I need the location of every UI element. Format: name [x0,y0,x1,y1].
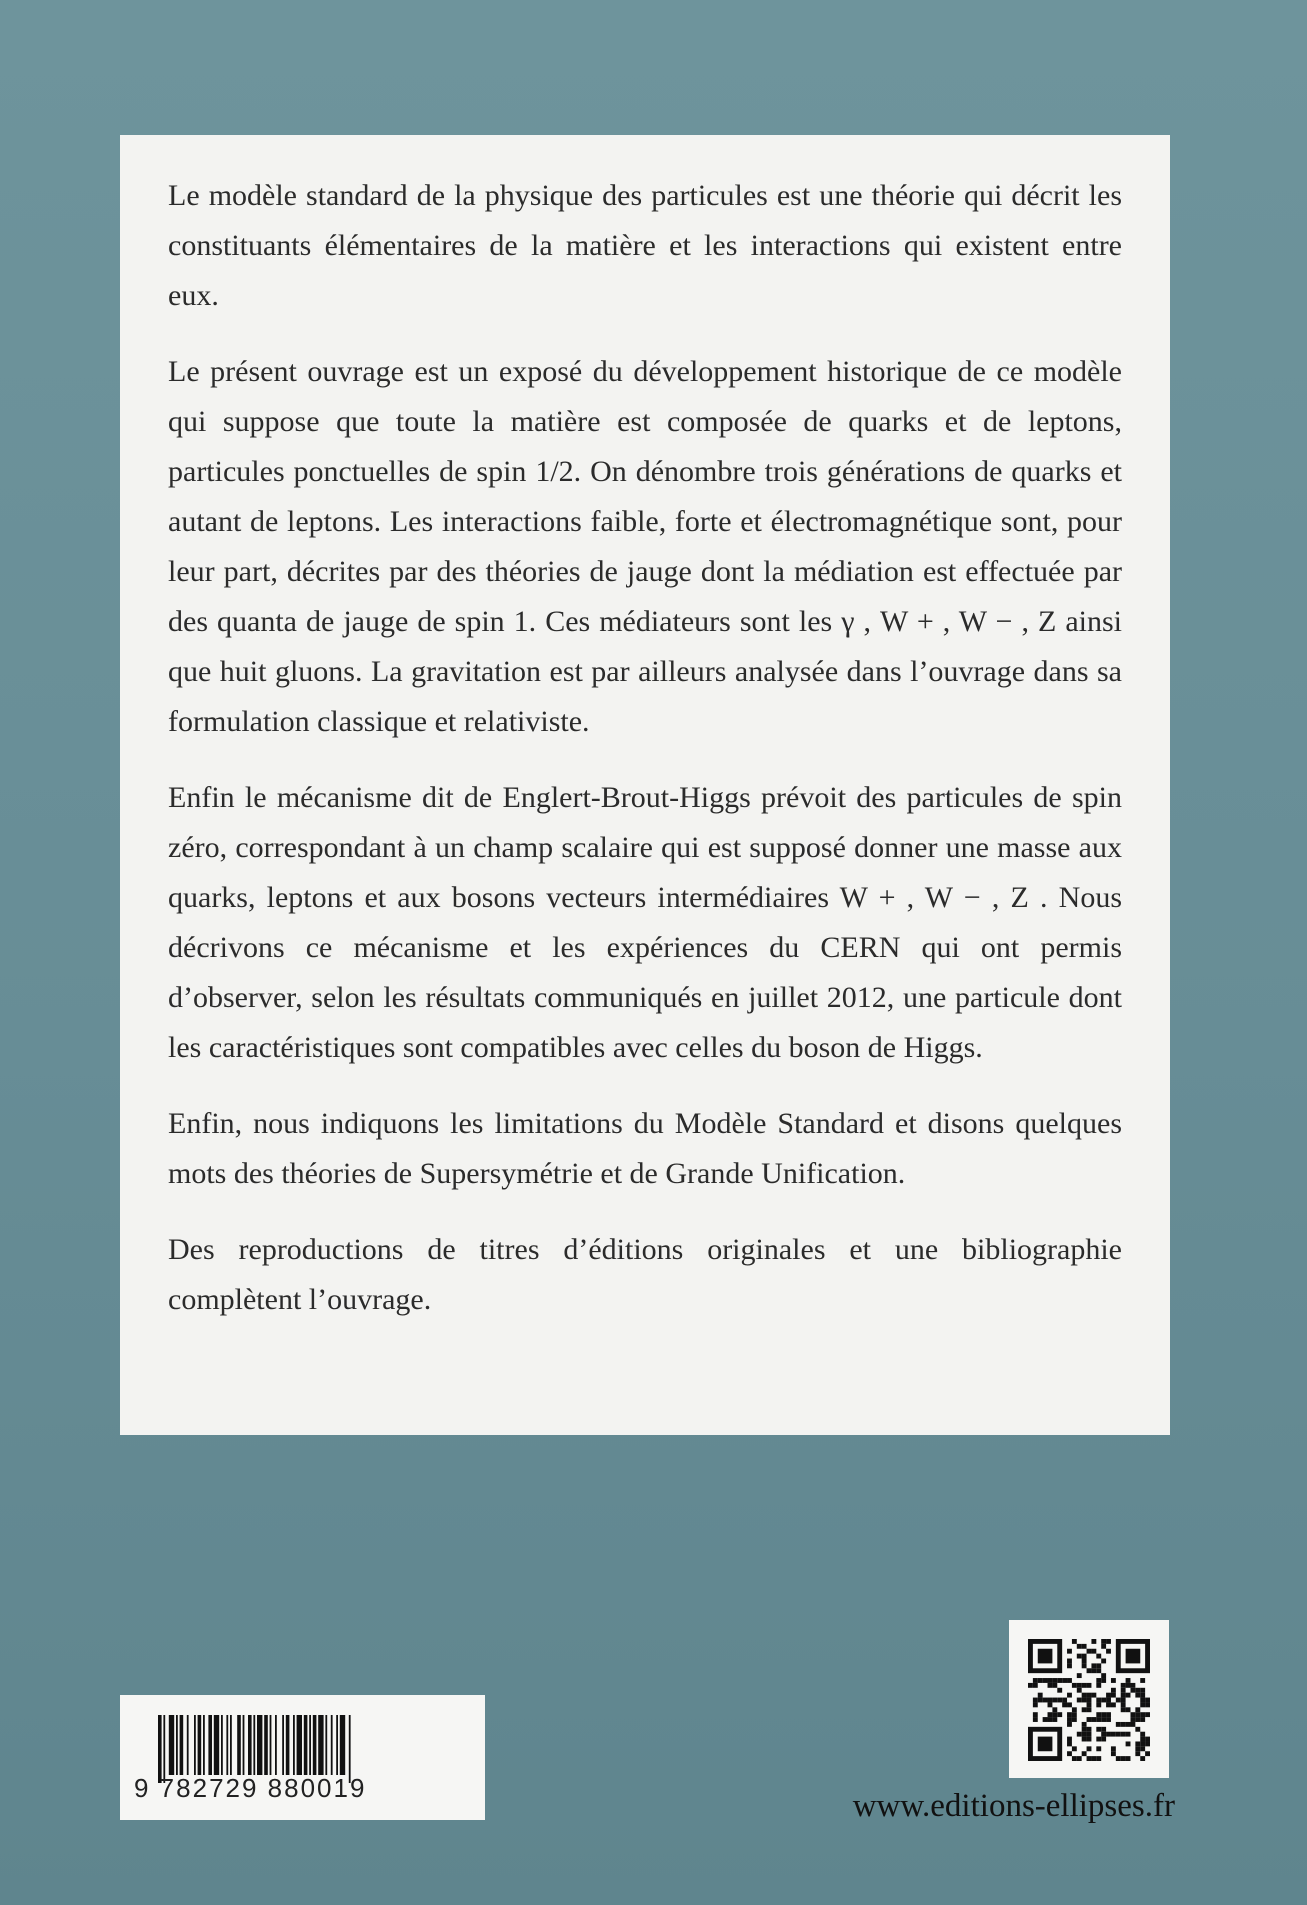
paragraph-2: Le présent ouvrage est un exposé du développement historique de ce modèle qui suppose que toute la matière est composée de quarks et de leptons, particules ponctuelles de spin 1/2. On dénombre trois générations de quarks et autant de leptons. Les interactions faible, forte et électromagnétique sont, pour leur part, décrites par des théories de jauge dont la médiation est effectuée par des quanta de jauge de spin 1. Ces médiateurs sont les γ , W + , W − , Z ainsi que huit gluons. La gravitation est par ailleurs analysée dans l’ouvrage dans sa formulation classique et relativiste. [168,355,1122,738]
paragraph-4: Enfin, nous indiquons les limitations du Modèle Standard et disons quelques mots des théories de Supersymétrie et de Grande Unification. [168,1107,1122,1190]
barcode-digits: 9 782729 880019 [134,1773,367,1803]
publisher-website: www.editions-ellipses.fr [852,1788,1175,1824]
paragraph-3: Enfin le mécanisme dit de Englert-Brout-Higgs prévoit des particules de spin zéro, correspondant à un champ scalaire qui est supposé donner une masse aux quarks, leptons et aux bosons vecteurs intermédiaires W + , W − , Z . Nous décrivons ce mécanisme et les expériences du CERN qui ont permis d’observer, selon les résultats communiqués en juillet 2012, une particule dont les caractéristiques sont compatibles avec celles du boson de Higgs. [168,781,1122,1064]
barcode [120,1695,485,1820]
qr-code-icon [1028,1639,1150,1761]
qr-code [1009,1620,1169,1778]
paragraph-5: Des reproductions de titres d’éditions originales et une bibliographie complètent l’ouvrage. [168,1233,1122,1316]
paragraph-1: Le modèle standard de la physique des particules est une théorie qui décrit les constituants élémentaires de la matière et les interactions qui existent entre eux. [168,179,1122,312]
text-panel [120,135,1170,1435]
